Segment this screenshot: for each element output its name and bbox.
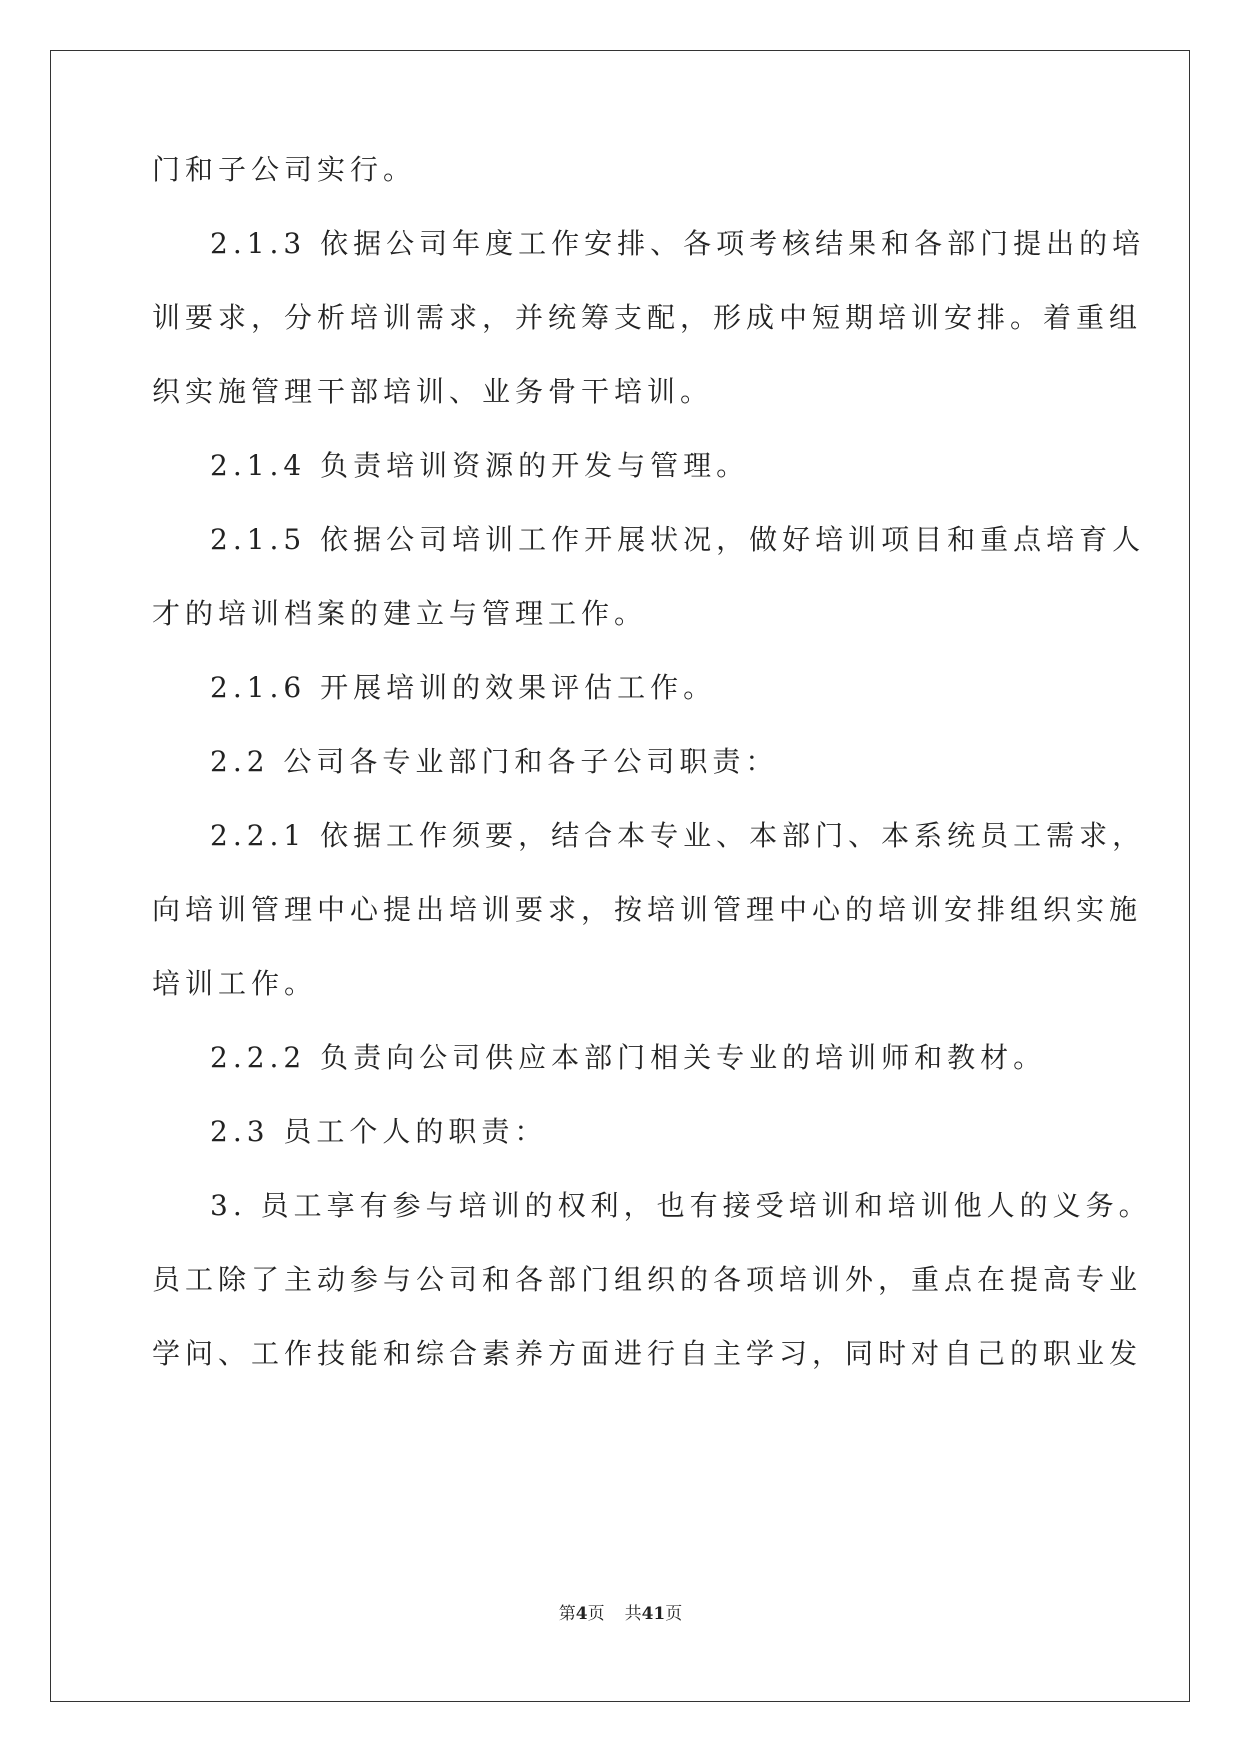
text-line: 才的培训档案的建立与管理工作。 <box>152 597 648 630</box>
page-total: 41 <box>641 1604 666 1624</box>
text-line: 向培训管理中心提出培训要求，按培训管理中心的培训安排组织实施 <box>152 893 1143 926</box>
text-line: 2.1.5 依据公司培训工作开展状况，做好培训项目和重点培育人 <box>210 523 1146 556</box>
text-line: 学问、工作技能和综合素养方面进行自主学习，同时对自己的职业发 <box>152 1337 1143 1370</box>
total-unit: 页 <box>665 1604 683 1624</box>
text-line: 2.1.6 开展培训的效果评估工作。 <box>210 671 717 704</box>
page-unit: 页 <box>587 1604 605 1624</box>
text-line: 2.2.2 负责向公司供应本部门相关专业的培训师和教材。 <box>210 1041 1047 1074</box>
page-number: 4 <box>575 1604 588 1624</box>
page-border <box>50 50 1190 1702</box>
text-line: 训要求，分析培训需求，并统筹支配，形成中短期培训安排。着重组 <box>152 301 1143 334</box>
text-line: 2.3 员工个人的职责： <box>210 1115 548 1148</box>
page-prefix: 第 <box>558 1604 576 1624</box>
text-line: 门和子公司实行。 <box>152 153 417 186</box>
text-line: 培训工作。 <box>152 967 318 1000</box>
text-line: 2.2 公司各专业部门和各子公司职责： <box>210 745 779 778</box>
text-line: 2.1.3 依据公司年度工作安排、各项考核结果和各部门提出的培 <box>210 227 1146 260</box>
text-line: 2.2.1 依据工作须要，结合本专业、本部门、本系统员工需求， <box>210 819 1146 852</box>
page-footer <box>0 1599 1241 1624</box>
text-line: 织实施管理干部培训、业务骨干培训。 <box>152 375 714 408</box>
text-line: 2.1.4 负责培训资源的开发与管理。 <box>210 449 750 482</box>
total-prefix: 共 <box>624 1604 642 1624</box>
text-line: 3. 员工享有参与培训的权利，也有接受培训和培训他人的义务。 <box>210 1189 1152 1222</box>
text-line: 员工除了主动参与公司和各部门组织的各项培训外，重点在提高专业 <box>152 1263 1143 1296</box>
